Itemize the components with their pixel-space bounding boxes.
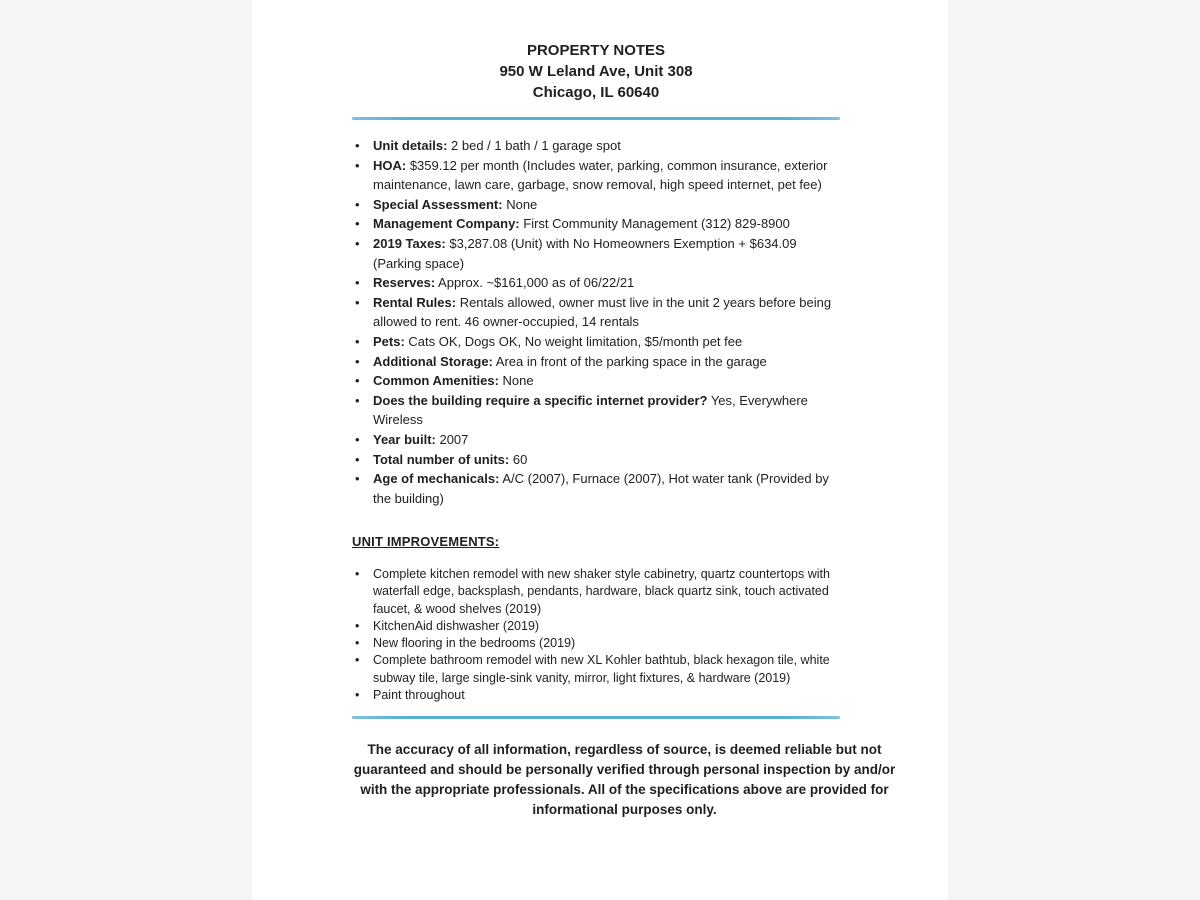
page-title: PROPERTY NOTES [526, 42, 666, 59]
list-item [352, 450, 840, 470]
list-item: • Paint throughout [352, 687, 840, 704]
item-label: Common Amenities: [373, 373, 499, 389]
list-item: • Complete bathroom remodel with new XL Kohler bathtub, black hexagon tile, white subway tile, large single-sink vanity, mirror, light fixtures, & hardware (2019) [352, 652, 840, 686]
item-label: Age of mechanicals: [373, 471, 500, 487]
list-item [352, 469, 840, 508]
address-line-1: 950 W Leland Ave, Unit 308 [499, 63, 693, 80]
item-label: 2019 Taxes: [373, 235, 446, 251]
item-label: Reserves: [373, 275, 436, 291]
item-text: Approx. ~$161,000 as of 06/22/21 [435, 275, 635, 291]
list-item [352, 195, 840, 215]
item-text: Yes, Everywhere Wireless [373, 392, 808, 428]
list-item [352, 273, 840, 293]
list-item [352, 371, 840, 391]
item-label: Management Company: [373, 216, 520, 232]
list-item [352, 234, 840, 273]
item-label: Rental Rules: [373, 294, 457, 310]
list-item [352, 136, 840, 156]
item-text: First Community Management (312) 829-8900 [519, 216, 790, 232]
list-item [352, 352, 840, 372]
document-header [352, 40, 840, 103]
list-item [352, 214, 840, 234]
item-label: Additional Storage: [373, 353, 493, 369]
list-item: • Complete kitchen remodel with new shaker style cabinetry, quartz countertops with waterfall edge, backsplash, pendants, hardware, black quartz sink, touch activated faucet, & wood shelves (2019) [352, 566, 840, 618]
item-text: Rentals allowed, owner must live in the unit 2 years before being allowed to rent. 46 owner-occupied, 14 rentals [373, 294, 832, 330]
list-item [352, 332, 840, 352]
item-text: 2007 [435, 431, 469, 447]
list-item [352, 293, 840, 332]
list-item: • New flooring in the bedrooms (2019) [352, 635, 840, 652]
item-label: Unit details: [373, 138, 448, 153]
unit-improvements-list [352, 566, 840, 704]
item-label: Year built: [373, 431, 436, 447]
list-item [352, 156, 840, 195]
list-item [352, 391, 840, 430]
footer-divider-line [352, 716, 840, 719]
item-text: Cats OK, Dogs OK, No weight limitation, $5/month pet fee [404, 333, 743, 349]
item-label: Does the building require a specific internet provider? [373, 392, 708, 408]
property-notes-list [352, 136, 840, 508]
item-text: Area in front of the parking space in the garage [492, 353, 767, 369]
list-item: • KitchenAid dishwasher (2019) [352, 618, 840, 635]
item-text: A/C (2007), Furnace (2007), Hot water tank (Provided by the building) [373, 471, 829, 506]
item-text: None [498, 373, 534, 389]
item-text: None [502, 196, 538, 212]
item-text: 60 [509, 451, 528, 467]
item-text: 2 bed / 1 bath / 1 garage spot [447, 138, 621, 153]
address-line-2: Chicago, IL 60640 [532, 84, 660, 101]
disclaimer-text: The accuracy of all information, regardless of source, is deemed reliable but not guaranteed and should be personally verified through personal inspection by and/or with the appropriate professionals. All of the specifications above are provided for informational purposes only. [353, 741, 896, 817]
document-page [252, 0, 948, 900]
item-label: HOA: [373, 157, 407, 173]
item-label: Special Assessment: [373, 196, 503, 212]
item-text: $359.12 per month (Includes water, parking, common insurance, exterior maintenance, lawn care, garbage, snow removal, high speed internet, pet fee) [373, 157, 828, 193]
header-divider-line [352, 117, 840, 120]
item-text: $3,287.08 (Unit) with No Homeowners Exemption + $634.09 (Parking space) [373, 235, 797, 271]
item-label: Pets: [373, 333, 405, 349]
list-item [352, 430, 840, 450]
unit-improvements-heading: UNIT IMPROVEMENTS: [352, 534, 500, 550]
item-label: Total number of units: [373, 451, 510, 467]
